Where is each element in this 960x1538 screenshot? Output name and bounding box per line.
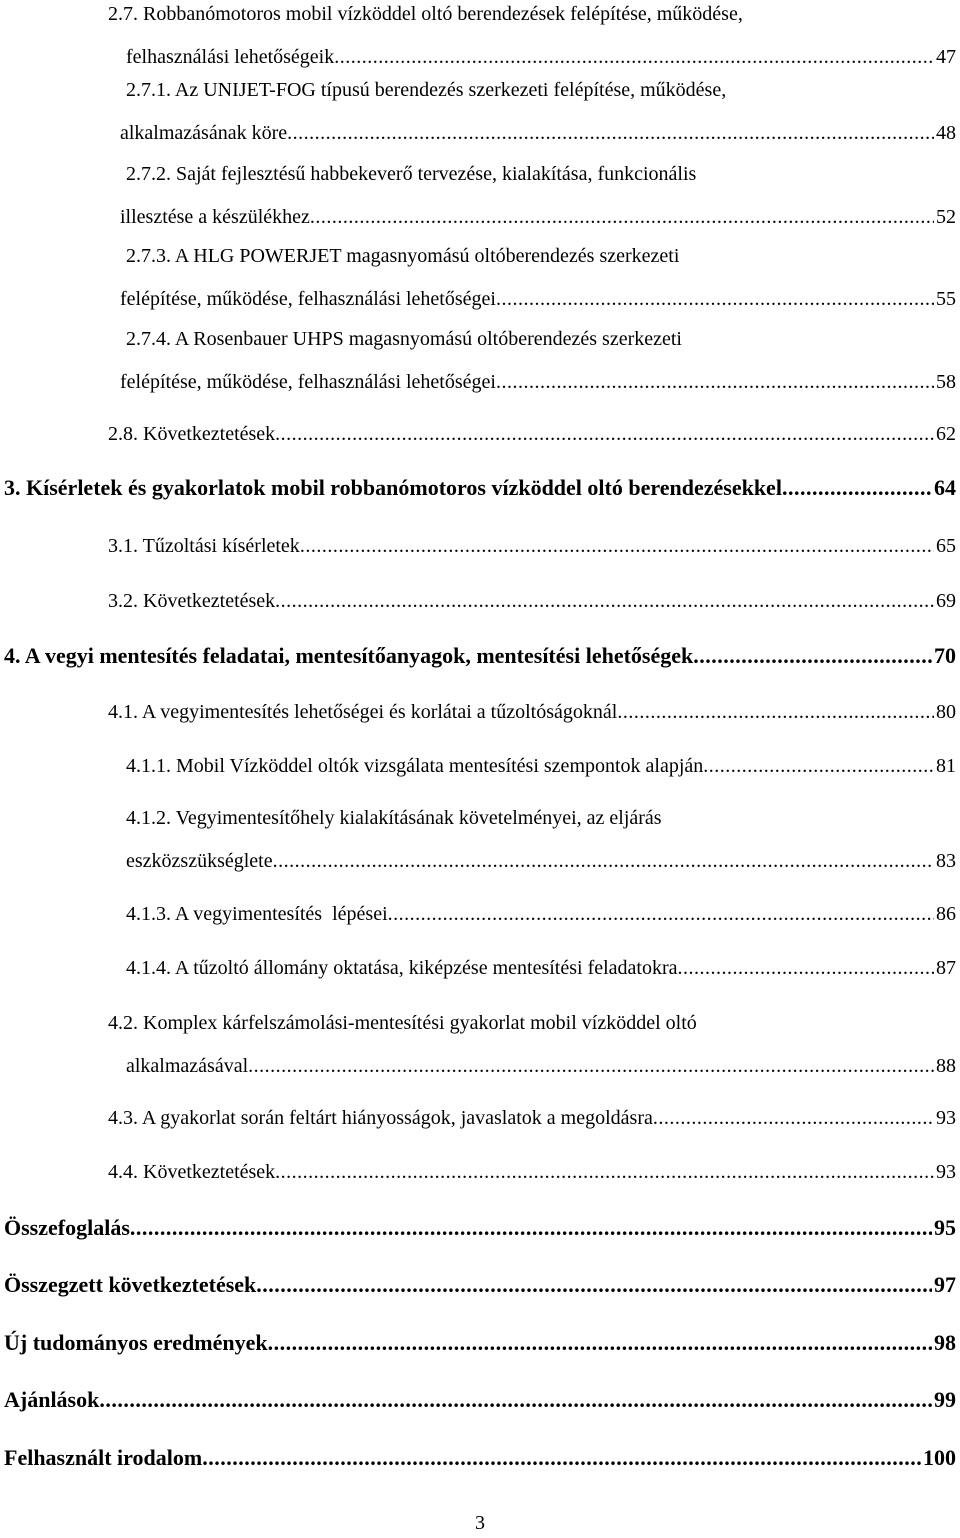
toc-title-line2: felépítése, működése, felhasználási lehetőségei bbox=[120, 288, 496, 310]
dot-leader bbox=[617, 690, 934, 734]
dot-leader bbox=[287, 111, 934, 155]
dot-leader bbox=[678, 946, 934, 990]
toc-page: 70 bbox=[934, 643, 956, 668]
toc-number: 2.7.1. bbox=[126, 79, 171, 101]
toc-entry-felhasznalt-irodalom bbox=[4, 1436, 956, 1480]
toc-title-line2: eszközszükséglete bbox=[126, 850, 273, 872]
dot-leader bbox=[268, 1321, 932, 1365]
toc-title: 4.4. Következtetések bbox=[108, 1161, 276, 1183]
toc-entry-3-2 bbox=[108, 579, 956, 623]
dot-leader bbox=[273, 839, 934, 883]
toc-entry-uj-tudomanyos-eredmenyek bbox=[4, 1321, 956, 1365]
dot-leader bbox=[782, 466, 932, 510]
toc-number: 4.1.2. bbox=[126, 807, 171, 829]
toc-title-line2: felhasználási lehetőségeik bbox=[126, 46, 335, 68]
toc-title-line1: Az UNIJET-FOG típusú berendezés szerkezeti felépítése, működése, bbox=[174, 79, 727, 101]
toc-title: Ajánlások bbox=[4, 1387, 100, 1412]
toc-page: 99 bbox=[934, 1387, 956, 1412]
toc-page: 88 bbox=[936, 1055, 956, 1077]
toc-title: 4.1.1. Mobil Vízköddel oltók vizsgálata mentesítési szempontok alapján bbox=[126, 755, 704, 777]
toc-title: 3.1. Tűzoltási kísérletek bbox=[108, 535, 300, 557]
toc-page: 47 bbox=[936, 46, 956, 68]
toc-page: 58 bbox=[936, 371, 956, 393]
toc-title-line1: Vegyimentesítőhely kialakításának követelményei, az eljárás bbox=[175, 807, 662, 829]
toc-title-line2: illesztése a készülékhez bbox=[120, 206, 310, 228]
toc-title: Új tudományos eredmények bbox=[4, 1330, 268, 1355]
toc-page: 81 bbox=[936, 755, 956, 777]
toc-title: 4. A vegyi mentesítés feladatai, mentesítőanyagok, mentesítési lehetőségek bbox=[4, 643, 694, 668]
toc-entry-2-7-4 bbox=[120, 318, 956, 404]
dot-leader bbox=[653, 1096, 934, 1140]
toc-title: Összegzett következtetések bbox=[4, 1272, 257, 1297]
toc-entry-2-7-1 bbox=[120, 69, 956, 155]
toc-title: 4.1. A vegyimentesítés lehetőségei és korlátai a tűzoltóságoknál bbox=[108, 701, 618, 723]
toc-entry-4-2 bbox=[108, 1002, 956, 1088]
toc-title: 2.8. Következtetések bbox=[108, 423, 276, 445]
toc-page: 87 bbox=[936, 957, 956, 979]
toc-page: 48 bbox=[936, 122, 956, 144]
toc-page: 52 bbox=[936, 206, 956, 228]
dot-leader bbox=[275, 412, 934, 456]
toc-page: 80 bbox=[936, 701, 956, 723]
toc-title: 4.1.3. A vegyimentesítés lépései bbox=[126, 903, 388, 925]
toc-title: 3.2. Következtetések bbox=[108, 590, 276, 612]
toc-title: Felhasznált irodalom bbox=[4, 1445, 203, 1470]
toc-title-line1: A Rosenbauer UHPS magasnyomású oltóberendezés szerkezeti bbox=[174, 328, 682, 350]
dot-leader bbox=[310, 195, 934, 239]
toc-entry-2-8 bbox=[108, 412, 956, 456]
toc-page: 100 bbox=[923, 1445, 956, 1470]
toc-entry-4-1-4 bbox=[126, 946, 956, 990]
toc-entry-3-1 bbox=[108, 524, 956, 568]
dot-leader bbox=[693, 634, 932, 678]
toc-page: 69 bbox=[936, 590, 956, 612]
toc-title: 3. Kísérletek és gyakorlatok mobil robbanómotoros vízköddel oltó berendezésekkel bbox=[4, 475, 782, 500]
toc-entry-4 bbox=[4, 634, 956, 678]
toc-title: 4.1.4. A tűzoltó állomány oktatása, kiképzése mentesítési feladatokra bbox=[126, 957, 678, 979]
dot-leader bbox=[99, 1378, 932, 1422]
toc-entry-4-1-3 bbox=[126, 892, 956, 936]
toc-entry-2-7-2 bbox=[120, 153, 956, 239]
toc-title-line2: felépítése, működése, felhasználási lehetőségei bbox=[120, 371, 496, 393]
toc-page: 64 bbox=[934, 475, 956, 500]
toc-entry-4-3 bbox=[108, 1096, 956, 1140]
toc-page: 93 bbox=[936, 1161, 956, 1183]
toc-page: 93 bbox=[936, 1107, 956, 1129]
dot-leader bbox=[130, 1206, 932, 1250]
toc-title: 4.3. A gyakorlat során feltárt hiányosságok, javaslatok a megoldásra bbox=[108, 1107, 653, 1129]
toc-page: 86 bbox=[936, 903, 956, 925]
toc-entry-4-1-1 bbox=[126, 744, 956, 788]
toc-entry-osszefoglalas bbox=[4, 1206, 956, 1250]
toc-page: 98 bbox=[934, 1330, 956, 1355]
toc-title-line1: A HLG POWERJET magasnyomású oltóberendezés szerkezeti bbox=[174, 245, 680, 267]
toc-number: 2.7.3. bbox=[126, 245, 171, 267]
dot-leader bbox=[256, 1263, 932, 1307]
toc-page: 65 bbox=[936, 535, 956, 557]
toc-entry-osszegzett-kovetkeztetesek bbox=[4, 1263, 956, 1307]
dot-leader bbox=[275, 1150, 934, 1194]
toc-title-line2: alkalmazásának köre bbox=[120, 122, 288, 144]
dot-leader bbox=[248, 1044, 934, 1088]
dot-leader bbox=[300, 524, 934, 568]
toc-page: 55 bbox=[936, 288, 956, 310]
dot-leader bbox=[496, 360, 934, 404]
dot-leader bbox=[275, 579, 934, 623]
toc-entry-4-1 bbox=[108, 690, 956, 734]
toc-entry-3 bbox=[4, 466, 956, 510]
dot-leader bbox=[388, 892, 934, 936]
dot-leader bbox=[703, 744, 934, 788]
toc-page: 97 bbox=[934, 1272, 956, 1297]
toc-number: 2.7.2. bbox=[126, 163, 171, 185]
toc-title-line1: Robbanómotoros mobil vízköddel oltó berendezések felépítése, működése, bbox=[143, 3, 743, 25]
dot-leader bbox=[202, 1436, 921, 1480]
toc-page: 83 bbox=[936, 850, 956, 872]
toc-title-line1: Komplex kárfelszámolási-mentesítési gyakorlat mobil vízköddel oltó bbox=[143, 1012, 697, 1034]
toc-page: 62 bbox=[936, 423, 956, 445]
toc-entry-2-7 bbox=[108, 0, 956, 79]
dot-leader bbox=[496, 277, 934, 321]
toc-entry-ajanlasok bbox=[4, 1378, 956, 1422]
toc-entry-2-7-3 bbox=[120, 235, 956, 321]
toc-title-line2: alkalmazásával bbox=[126, 1055, 249, 1077]
toc-entry-4-1-2 bbox=[126, 797, 956, 883]
toc-number: 4.2. bbox=[108, 1012, 138, 1034]
toc-page: 95 bbox=[934, 1215, 956, 1240]
toc-number: 2.7.4. bbox=[126, 328, 171, 350]
toc-number: 2.7. bbox=[108, 3, 138, 25]
toc-title-line1: Saját fejlesztésű habbekeverő tervezése, kialakítása, funkcionális bbox=[176, 163, 697, 185]
toc-entry-4-4 bbox=[108, 1150, 956, 1194]
page-number: 3 bbox=[475, 1512, 485, 1534]
toc-title: Összefoglalás bbox=[4, 1215, 130, 1240]
